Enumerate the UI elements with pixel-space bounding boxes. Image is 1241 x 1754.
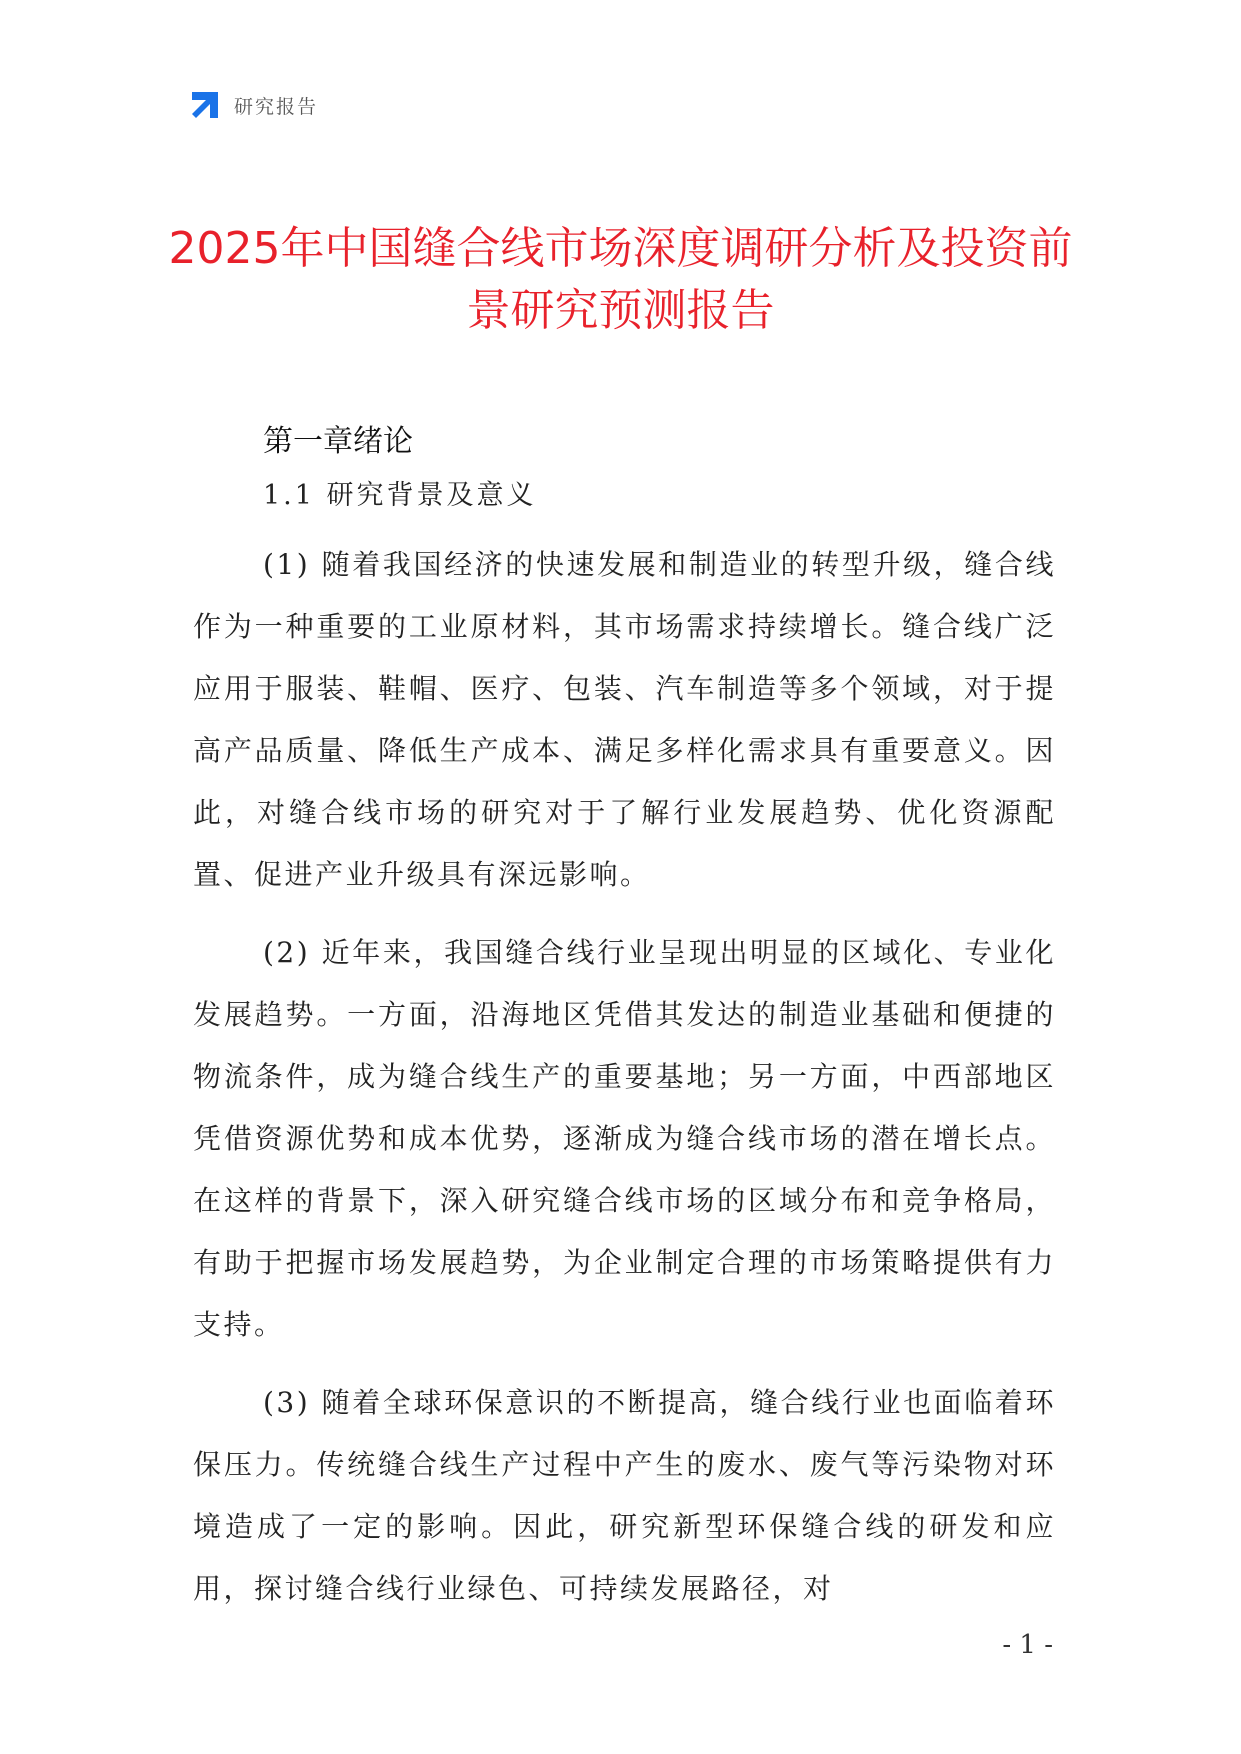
arrow-logo-icon bbox=[188, 88, 222, 122]
document-body bbox=[193, 420, 1056, 1620]
document-title: 2025年中国缝合线市场深度调研分析及投资前景研究预测报告 bbox=[168, 223, 1073, 336]
paragraph-3: (3) 随着全球环保意识的不断提高，缝合线行业也面临着环保压力。传统缝合线生产过程中产生的废水、废气等污染物对环境造成了一定的影响。因此，研究新型环保缝合线的研发和应用，探讨缝合线行业绿色、可持续发展路径，对 bbox=[193, 1386, 1056, 1605]
header-label: 研究报告 bbox=[234, 95, 319, 118]
report-header bbox=[188, 88, 318, 122]
chapter-heading: 第一章绪论 bbox=[263, 424, 413, 459]
section-heading: 1.1 研究背景及意义 bbox=[263, 480, 537, 511]
paragraph-2: (2) 近年来，我国缝合线行业呈现出明显的区域化、专业化发展趋势。一方面，沿海地区凭借其发达的制造业基础和便捷的物流条件，成为缝合线生产的重要基地；另一方面，中西部地区凭借资源优势和成本优势，逐渐成为缝合线市场的潜在增长点。在这样的背景下，深入研究缝合线市场的区域分布和竞争格局，有助于把握市场发展趋势，为企业制定合理的市场策略提供有力支持。 bbox=[193, 936, 1056, 1341]
paragraph-1: (1) 随着我国经济的快速发展和制造业的转型升级，缝合线作为一种重要的工业原材料，其市场需求持续增长。缝合线广泛应用于服装、鞋帽、医疗、包装、汽车制造等多个领域，对于提高产品质量、降低生产成本、满足多样化需求具有重要意义。因此，对缝合线市场的研究对于了解行业发展趋势、优化资源配置、促进产业升级具有深远影响。 bbox=[193, 548, 1056, 891]
page-number: - 1 - bbox=[1002, 1630, 1053, 1660]
